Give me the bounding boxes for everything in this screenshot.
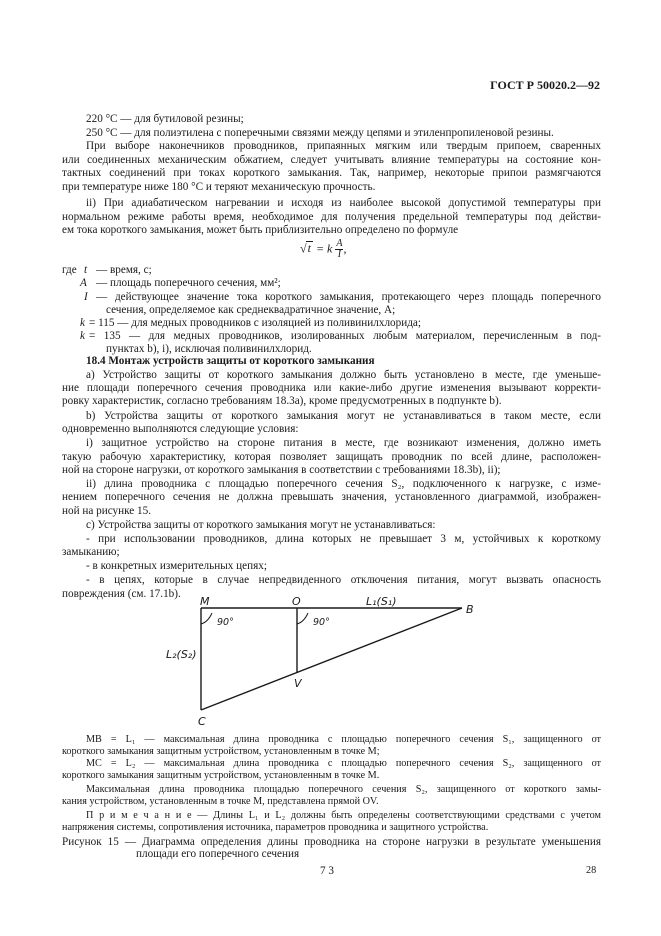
angle-arc-o — [297, 613, 308, 624]
def-symbol: A — [80, 277, 87, 289]
text-line: - в конкретных измерительных цепях; — [86, 560, 267, 572]
text-line: нормальном режиме работы время, необходимое для получения предельной температуры под действи- — [62, 211, 601, 223]
label-b: B — [466, 603, 474, 616]
angle-label-o: 90° — [313, 617, 330, 628]
section-title: 18.4 Монтаж устройств защиты от короткого замыкания — [86, 355, 375, 367]
def-text: = 135 — для медных проводников, изолированных любым материалом, перечисленным в под- — [89, 330, 601, 342]
text-line: ной на рисунке 15. — [62, 505, 151, 517]
def-text: — время, с; — [96, 264, 152, 276]
label-c: C — [198, 715, 206, 728]
def-text: сечения, определяемое как среднеквадратичное значение, А; — [106, 304, 396, 316]
formula-numerator: A — [336, 238, 343, 249]
text-line: ние площади поперечного сечения проводника или какие-либо другие изменения вызывают корректи- — [62, 382, 601, 394]
text-line: ной на стороне нагрузки, от короткого замыкания в соответствии с требованиями 18.3b), ii); — [62, 464, 501, 476]
formula — [300, 239, 346, 260]
formula-tail: , — [343, 241, 347, 256]
text-line: ем тока короткого замыкания, может быть приблизительно определено по формуле — [62, 224, 459, 236]
formula-denominator: I — [337, 249, 342, 260]
label-l1: L₁(S₁) — [366, 595, 397, 608]
text-line: ii) длина проводника с площадью поперечного сечения S₂, подключенного к нагрузке, с изме- — [86, 478, 601, 490]
intro-line-2: 250 °С — для полиэтилена с поперечными связями между цепями и этиленпропиленовой резины. — [86, 127, 554, 139]
text-line: замыканию; — [62, 546, 120, 558]
page-number-right: 28 — [586, 865, 597, 876]
text-line: тактных соединений при токах короткого замыкания. Так, например, некоторые припои размягчаются — [62, 167, 601, 179]
text-line: с) Устройства защиты от короткого замыкания могут не устанавливаться: — [86, 519, 436, 531]
text-line: ii) При адиабатическом нагревании и исходя из наиболее высокой допустимой температуры при — [86, 197, 601, 209]
text-line: при температуре ниже 180 °С и теряют механическую прочность. — [62, 181, 376, 193]
note-line: MB = L₁ — максимальная длина проводника с площадью поперечного сечения S₁, защищенного от — [86, 734, 601, 745]
intro-line-1: 220 °С — для бутиловой резины; — [86, 113, 244, 125]
label-o: O — [292, 595, 301, 608]
label-m: M — [200, 595, 210, 608]
caption-line: Рисунок 15 — Диаграмма определения длины проводника на стороне нагрузки в результате уменьшения — [62, 836, 601, 848]
where-label: где — [62, 264, 77, 276]
text-line: одновременно выполняются следующие условия: — [62, 423, 299, 435]
text-line: нением поперечного сечения не должна превышать значения, установленного диаграммой, изображен- — [62, 491, 601, 503]
note-line: короткого замыкания защитным устройством, установленным в точке M; — [62, 746, 380, 757]
note-line: короткого замыкания защитным устройством, установленным в точке M. — [62, 770, 380, 781]
def-text: = 115 — для медных проводников с изоляцией из поливинилхлорида; — [89, 317, 421, 329]
text-line: ровку характеристик, согласно требованиям 18.3а), кроме предусмотренных в подпункте b). — [62, 395, 502, 407]
formula-lhs: t — [307, 241, 311, 256]
note-line: Максимальная длина проводника площадью поперечного сечения S₂, защищенного от короткого замы- — [86, 784, 601, 795]
text-line: i) защитное устройство на стороне питания в месте, где возникают изменения, должно иметь — [86, 437, 601, 449]
label-l2: L₂(S₂) — [166, 648, 197, 661]
note-line: напряжения системы, сопротивления источника, параметров проводника и защитного устройства. — [62, 822, 489, 833]
sqrt-sign: √ — [300, 241, 307, 256]
def-text: пунктах b), i), исключая поливинилхлорид. — [106, 343, 312, 355]
line-cb — [201, 608, 462, 710]
note-line: кания устройством, установленным в точке M, представлена прямой OV. — [62, 796, 379, 807]
page-header: ГОСТ Р 50020.2—92 — [490, 78, 600, 92]
formula-eq: = k — [315, 241, 333, 256]
def-text: — действующее значение тока короткого замыкания, протекающего через площадь поперечного — [96, 291, 601, 303]
angle-arc-m — [201, 613, 212, 624]
page-number-center: 7 3 — [320, 865, 334, 877]
text-line: повреждения (см. 17.1b). — [62, 588, 181, 600]
text-line: такую рабочую характеристику, которая позволяет защищать проводник по всей длине, расположен- — [62, 451, 601, 463]
text-line: b) Устройства защиты от короткого замыкания могут не устанавливаться в таком месте, если — [86, 410, 601, 422]
label-v: V — [294, 677, 302, 690]
angle-label-m: 90° — [217, 617, 234, 628]
text-line: а) Устройство защиты от короткого замыкания должно быть установлено в месте, где уменьше- — [86, 369, 601, 381]
def-text: — площадь поперечного сечения, мм²; — [96, 277, 281, 289]
text-line: или соединенных механическим обжатием, следует учитывать влияние температуры на состояние кон- — [62, 154, 601, 166]
note-line: MC = L₂ — максимальная длина проводника с площадью поперечного сечения S₂, защищенного от — [86, 758, 601, 769]
def-symbol: t — [84, 264, 88, 276]
caption-line: площади его поперечного сечения — [136, 848, 300, 860]
text-line: - при использовании проводников, длина которых не превышает 3 м, устойчивых к короткому — [86, 533, 601, 545]
text-line: - в цепях, которые в случае непредвиденного отключения питания, могут вызвать опасность — [86, 574, 601, 586]
text-line: При выборе наконечников проводников, припаянных мягким или твердым припоем, сваренных — [86, 140, 601, 152]
def-symbol: I — [84, 291, 88, 303]
figure-15-diagram — [150, 592, 490, 734]
note-line: П р и м е ч а н и е — Длины L₁ и L₂ должны быть определены соответствующими средствами с учетом — [86, 810, 601, 821]
def-symbol: k — [80, 330, 85, 342]
def-symbol: k — [80, 317, 85, 329]
